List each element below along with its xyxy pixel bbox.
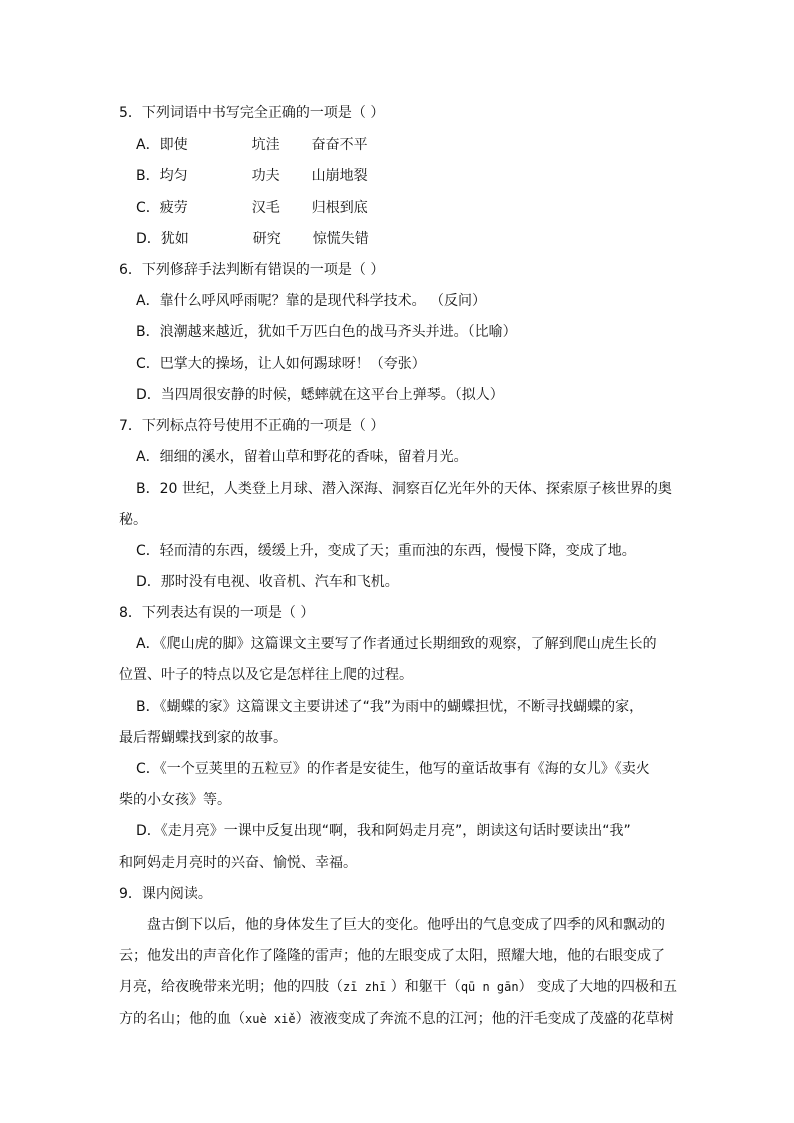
pinyin-blood: xuè xiě	[245, 1012, 296, 1026]
passage-line-4: 方的名山；他的血（xuè xiě）液液变成了奔流不息的江河；他的汗毛变成了茂盛的花草树	[119, 1011, 674, 1027]
q8-option-c-line1: C．《一个豆荚里的五粒豆》的作者是安徒生，他写的童话故事有《海的女儿》《卖火	[136, 761, 650, 777]
q8-option-b-line1: B．《蝴蝶的家》这篇课文主要讲述了“我”为雨中的蝴蝶担忧，不断寻找蝴蝶的家，	[136, 699, 644, 715]
q8-option-c-line2: 柴的小女孩》等。	[119, 792, 231, 808]
q8-option-a-line2: 位置、叶子的特点以及它是怎样往上爬的过程。	[119, 667, 413, 683]
q8-option-a-line1: A．《爬山虎的脚》这篇课文主要写了作者通过长期细致的观察，了解到爬山虎生长的	[136, 636, 657, 652]
q5-option-a: A．即使 坑洼 奋奋不平	[136, 137, 368, 153]
q8-stem: 8．下列表达有误的一项是（ ）	[119, 605, 315, 621]
q5-stem: 5．下列词语中书写完全正确的一项是（ ）	[119, 105, 385, 121]
q7-option-d: D．那时没有电视、收音机、汽车和飞机。	[136, 574, 399, 590]
pinyin-limbs: zī zhī	[343, 980, 387, 994]
q6-option-a: A．靠什么呼风呼雨呢？靠的是现代科学技术。 （反问）	[136, 293, 487, 309]
q8-option-b-line2: 最后帮蝴蝶找到家的故事。	[119, 730, 287, 746]
q8-option-d-line1: D．《走月亮》一课中反复出现“啊，我和阿妈走月亮”，朗读这句话时要读出“我”	[136, 823, 631, 839]
q7-option-c: C．轻而清的东西，缓缓上升，变成了天；重而浊的东西，慢慢下降，变成了地。	[136, 543, 636, 559]
q9-stem: 9．课内阅读。	[119, 886, 212, 902]
q7-option-b-line1: B．20 世纪，人类登上月球、潜入深海、洞察百亿光年外的天体、探索原子核世界的奥	[136, 481, 672, 497]
q6-option-d: D．当四周很安静的时候，蟋蟀就在这平台上弹琴。（拟人）	[136, 387, 504, 403]
q5-option-c: C．疲劳 汉毛 归根到底	[136, 200, 368, 216]
q6-option-c: C．巴掌大的操场，让人如何踢球呀！（夸张）	[136, 356, 426, 372]
pinyin-torso: qū n gān	[460, 980, 519, 994]
q7-option-a: A．细细的溪水，留着山草和野花的香味，留着月光。	[136, 449, 468, 465]
q6-option-b: B．浪潮越来越近，犹如千万匹白色的战马齐头并进。（比喻）	[136, 324, 517, 340]
q7-stem: 7．下列标点符号使用不正确的一项是（ ）	[119, 418, 385, 434]
passage-line-1: 盘古倒下以后，他的身体发生了巨大的变化。他呼出的气息变成了四季的风和飘动的	[147, 917, 665, 933]
q5-option-d: D．犹如 研究 惊慌失错	[136, 231, 369, 247]
q6-stem: 6．下列修辞手法判断有错误的一项是（ ）	[119, 262, 385, 278]
passage-line-3: 月亮，给夜晚带来光明；他的四肢（zī zhī ）和躯干（qū n gān） 变成了大地的四极和五	[119, 979, 678, 995]
q8-option-d-line2: 和阿妈走月亮时的兴奋、愉悦、幸福。	[119, 855, 357, 871]
q5-option-b: B．均匀 功夫 山崩地裂	[136, 168, 368, 184]
passage-line-2: 云；他发出的声音化作了隆隆的雷声；他的左眼变成了太阳，照耀大地，他的右眼变成了	[119, 948, 665, 964]
q7-option-b-line2: 秘。	[119, 512, 147, 528]
